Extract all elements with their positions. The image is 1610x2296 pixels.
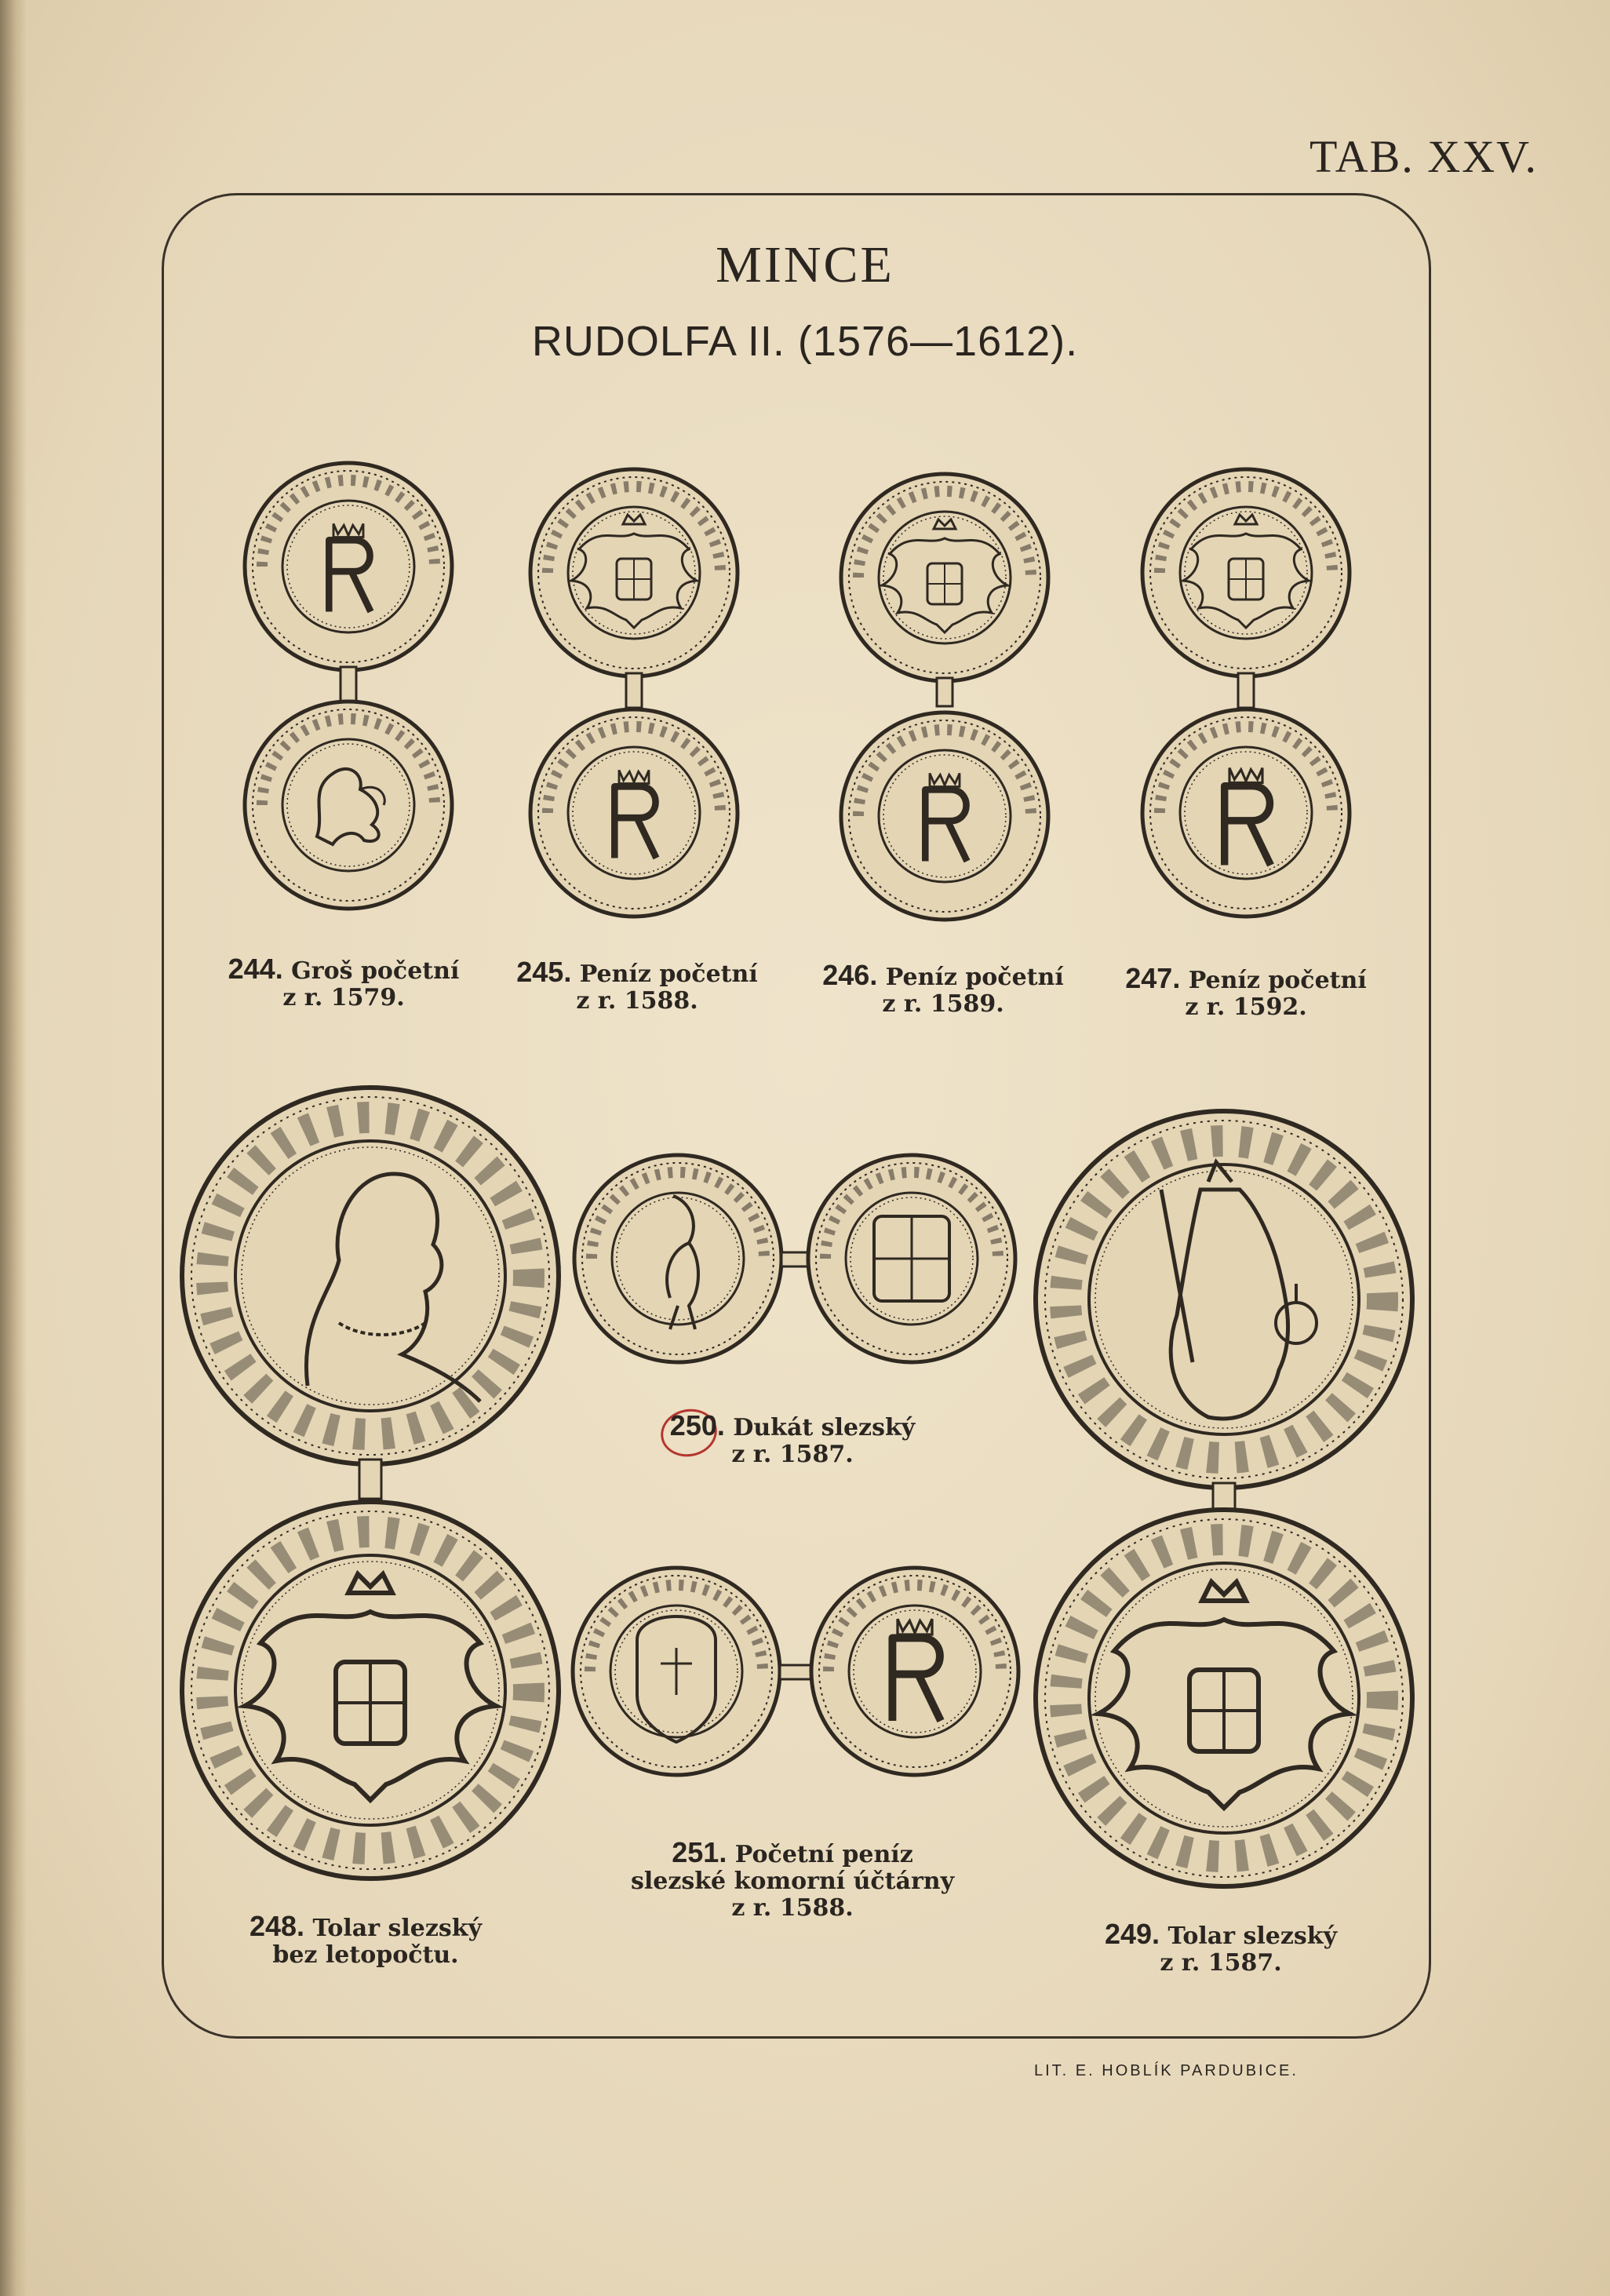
caption-number: 249.: [1104, 1918, 1160, 1950]
caption-text: Početní peníz: [734, 1841, 913, 1868]
coin-246-obverse: [841, 474, 1048, 681]
caption-248: [232, 1910, 499, 1969]
coin-247-obverse: [1142, 469, 1350, 676]
caption-245: [504, 956, 770, 1015]
coin-245-stem: [626, 673, 642, 708]
caption-year: z r. 1588.: [576, 987, 698, 1015]
caption-number: 251.: [672, 1836, 727, 1868]
caption-text: Peníz početní: [885, 964, 1064, 991]
caption-text: Tolar slezský: [1167, 1922, 1338, 1950]
caption-number: 246.: [822, 959, 878, 991]
page-subtitle: RUDOLFA II. (1576—1612).: [531, 318, 1079, 365]
caption-year: z r. 1592.: [1185, 993, 1307, 1021]
caption-year: z r. 1588.: [731, 1894, 854, 1922]
caption-text: Tolar slezský: [312, 1915, 483, 1942]
caption-number: 247.: [1125, 962, 1181, 994]
caption-244: [210, 953, 477, 1011]
caption-number: 248.: [249, 1910, 305, 1942]
caption-year: bez letopočtu.: [272, 1941, 459, 1969]
coin-246-reverse: [841, 712, 1048, 920]
coin-245-obverse: [530, 469, 738, 676]
caption-year: z r. 1579.: [282, 984, 405, 1011]
caption-number: 245.: [516, 956, 572, 988]
caption-year: z r. 1589.: [882, 990, 1004, 1018]
caption-year: z r. 1587.: [1160, 1949, 1282, 1977]
coin-251-reverse: [811, 1568, 1018, 1775]
coin-248-obverse: [182, 1088, 559, 1464]
caption-250: [659, 1409, 926, 1468]
coin-250-obverse: [574, 1155, 781, 1362]
caption-text: Dukát slezský: [733, 1414, 916, 1441]
caption-year: z r. 1587.: [731, 1441, 854, 1468]
coin-248-stem: [359, 1460, 381, 1499]
coin-251-stem: [780, 1665, 811, 1679]
page-title: MINCE: [716, 236, 894, 293]
caption-text-2: slezské komorní účtárny: [630, 1868, 955, 1895]
coin-247-reverse: [1142, 709, 1350, 917]
caption-251: [628, 1836, 957, 1922]
caption-246: [810, 959, 1076, 1018]
coin-245-reverse: [530, 709, 738, 917]
coin-244-reverse: [245, 702, 452, 909]
coin-249-obverse: [1036, 1111, 1412, 1488]
coin-244-obverse: [245, 463, 452, 670]
printer-credit: LIT. E. HOBLÍK PARDUBICE.: [1034, 2062, 1299, 2079]
caption-text: Groš početní: [291, 957, 460, 985]
caption-number: 250.: [669, 1409, 725, 1441]
caption-249: [1087, 1918, 1354, 1977]
coin-250-reverse: [808, 1155, 1015, 1362]
coin-246-stem: [937, 678, 953, 706]
coin-247-stem: [1238, 673, 1254, 708]
coin-249-reverse: [1036, 1510, 1412, 1886]
coin-251-obverse: [573, 1568, 780, 1775]
coin-248-reverse: [182, 1502, 559, 1879]
caption-number: 244.: [228, 953, 283, 985]
caption-text: Peníz početní: [579, 960, 758, 988]
caption-247: [1113, 962, 1379, 1021]
plate-number: TAB. XXV.: [1309, 131, 1538, 182]
caption-text: Peníz početní: [1188, 967, 1367, 994]
